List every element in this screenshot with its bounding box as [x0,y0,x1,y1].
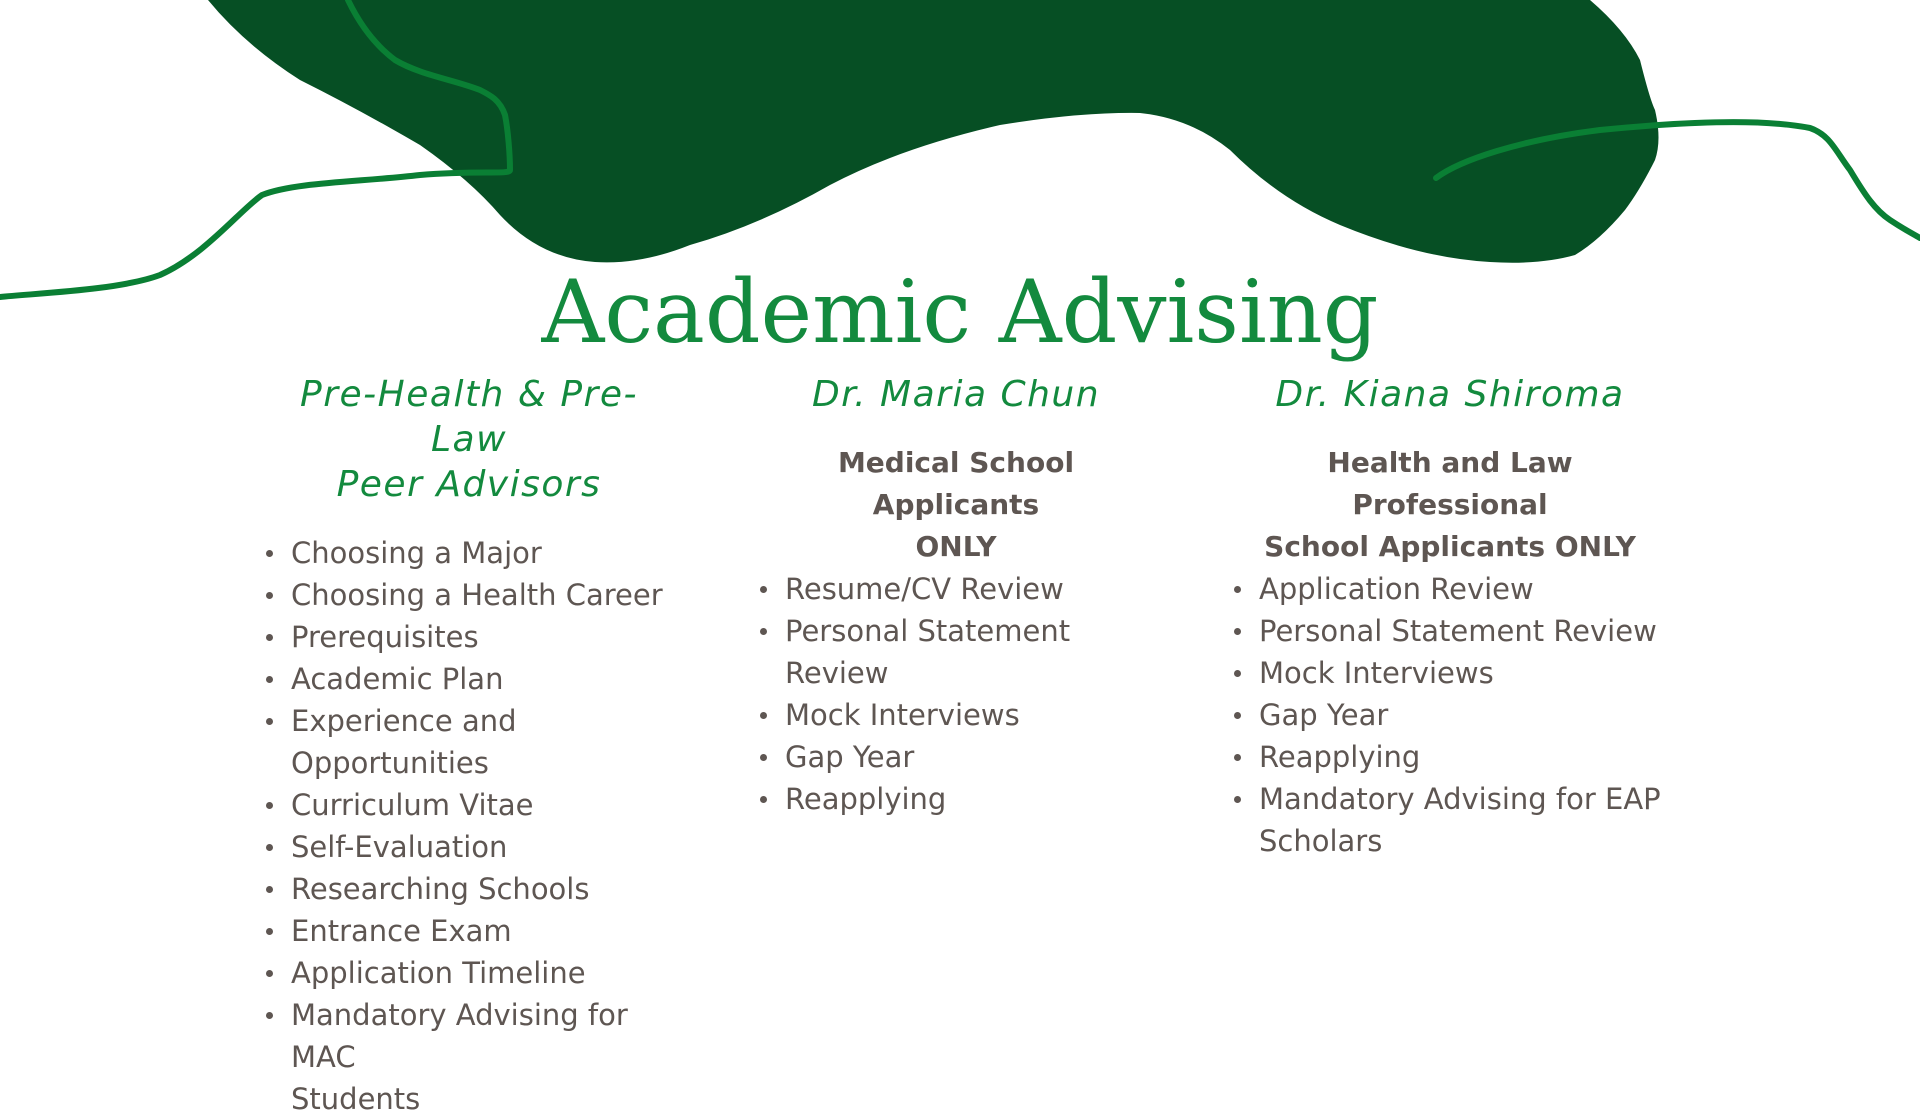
list-item: Researching Schools [262,868,676,910]
list-item: Academic Plan [262,658,676,700]
column-subheading [1230,442,1670,568]
topic-list [262,532,676,1120]
list-item: Reapplying [1230,736,1670,778]
list-item: Mock Interviews [1230,652,1670,694]
list-item: Resume/CV Review [756,568,1156,610]
column-heading-line: Dr. Kiana Shiroma [1275,374,1625,415]
list-item-line: Mandatory Advising for EAP [1259,782,1661,816]
column-heading [1230,372,1670,417]
advisor-column-peer-advisors [262,372,676,1120]
list-item: Curriculum Vitae [262,784,676,826]
list-item-line: Mandatory Advising for MAC [291,998,628,1074]
list-item: Personal Statement Review [756,610,1156,694]
column-heading [756,372,1156,417]
list-item: Entrance Exam [262,910,676,952]
page-title: Academic Advising [541,261,1379,363]
advisor-column-kiana-shiroma [1230,372,1670,862]
list-item: Personal Statement Review [1230,610,1670,652]
column-heading-line: Dr. Maria Chun [811,374,1101,415]
list-item: Choosing a Major [262,532,676,574]
column-subheading [756,442,1156,568]
column-heading-line: Peer Advisors [336,464,602,505]
list-item [1230,778,1670,862]
list-item: Prerequisites [262,616,676,658]
topic-list [756,568,1156,820]
column-subheading-line: School Applicants ONLY [1264,530,1636,563]
list-item-line: Students [291,1082,421,1116]
list-item: Gap Year [1230,694,1670,736]
column-heading [262,372,676,507]
advisor-column-maria-chun [756,372,1156,820]
list-item: Reapplying [756,778,1156,820]
list-item: Application Review [1230,568,1670,610]
list-item: Application Timeline [262,952,676,994]
column-subheading-line: Health and Law Professional [1327,446,1573,521]
list-item [262,994,676,1120]
column-subheading-line: ONLY [915,530,997,563]
list-item: Self-Evaluation [262,826,676,868]
list-item: Gap Year [756,736,1156,778]
list-item: Choosing a Health Career [262,574,676,616]
green-blob-shape [208,0,1659,263]
list-item: Experience and Opportunities [262,700,676,784]
column-subheading-line: Medical School Applicants [837,446,1075,521]
list-item: Mock Interviews [756,694,1156,736]
topic-list [1230,568,1670,862]
list-item-line: Scholars [1259,824,1383,858]
column-heading-line: Pre-Health & Pre-Law [300,374,638,460]
